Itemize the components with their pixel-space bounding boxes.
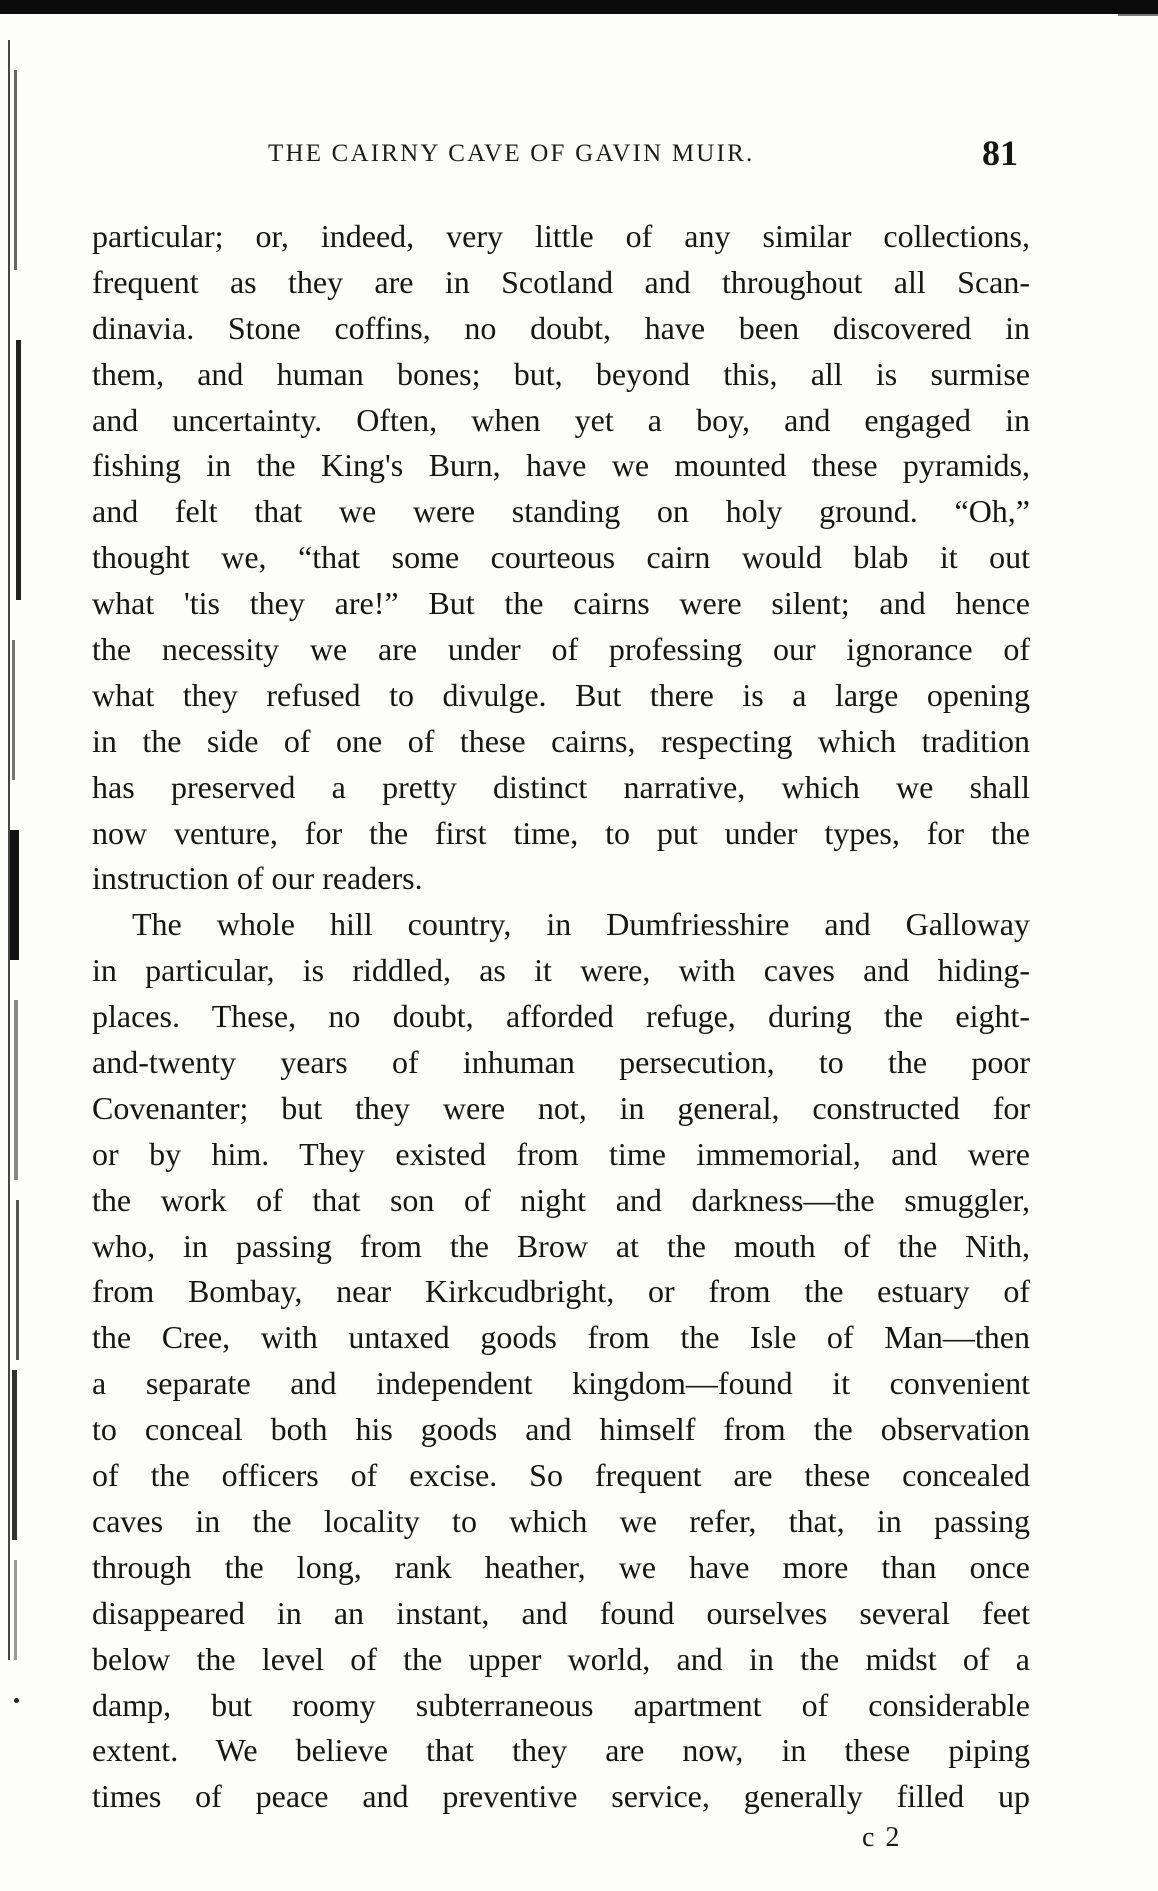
text-line: what 'tis they are!” But the cairns were silent; and hence — [92, 585, 1030, 622]
text-line: through the long, rank heather, we have more than once — [92, 1548, 1030, 1585]
text-line: times of peace and preventive service, generally filled up — [92, 1778, 1030, 1815]
text-line: who, in passing from the Brow at the mouth of the Nith, — [92, 1227, 1030, 1264]
scan-top-border — [0, 0, 1158, 14]
text-line: and felt that we were standing on holy ground. “Oh,” — [92, 493, 1030, 530]
text-line: them, and human bones; but, beyond this, all is surmise — [92, 355, 1030, 392]
text-line: has preserved a pretty distinct narrative, which we shall — [92, 768, 1030, 805]
text-line: in the side of one of these cairns, respecting which tradition — [92, 722, 1030, 759]
running-head: THE CAIRNY CAVE OF GAVIN MUIR. — [268, 140, 755, 167]
text-line: caves in the locality to which we refer, that, in passing — [92, 1502, 1030, 1539]
paragraph-start-line: The whole hill country, in Dumfriesshire and Galloway — [132, 906, 1030, 943]
text-line: the necessity we are under of professing our ignorance of — [92, 631, 1030, 668]
text-line: damp, but roomy subterraneous apartment of considerable — [92, 1686, 1030, 1723]
scan-edge-mark — [1118, 14, 1158, 26]
text-line: and uncertainty. Often, when yet a boy, and engaged in — [92, 401, 1030, 438]
ink-speck — [14, 1698, 19, 1703]
text-line: to conceal both his goods and himself from the observation — [92, 1411, 1030, 1448]
binding-gutter-shadow — [0, 40, 26, 1700]
text-line: places. These, no doubt, afforded refuge, during the eight- — [92, 998, 1030, 1035]
signature-mark: c 2 — [862, 1822, 902, 1853]
text-line: particular; or, indeed, very little of any similar collections, — [92, 218, 1030, 254]
text-line: in particular, is riddled, as it were, with caves and hiding- — [92, 952, 1030, 989]
page-number: 81 — [982, 133, 1018, 173]
text-line: dinavia. Stone coffins, no doubt, have been discovered in — [92, 309, 1030, 346]
text-line: extent. We believe that they are now, in these piping — [92, 1732, 1030, 1769]
text-line: and-twenty years of inhuman persecution, to the poor — [92, 1044, 1030, 1081]
text-line: from Bombay, near Kirkcudbright, or from the estuary of — [92, 1273, 1030, 1310]
text-line: thought we, “that some courteous cairn would blab it out — [92, 539, 1030, 576]
text-line: frequent as they are in Scotland and throughout all Scan- — [92, 263, 1030, 300]
text-line: or by him. They existed from time immemorial, and were — [92, 1135, 1030, 1172]
body-text — [92, 214, 1030, 1820]
text-line: what they refused to divulge. But there is a large opening — [92, 676, 1030, 713]
text-line: the work of that son of night and darkness—the smuggler, — [92, 1181, 1030, 1218]
text-line: a separate and independent kingdom—found it convenient — [92, 1365, 1030, 1402]
text-line: below the level of the upper world, and in the midst of a — [92, 1640, 1030, 1677]
paragraph-end-line: instruction of our readers. — [92, 860, 423, 897]
text-line: fishing in the King's Burn, have we mounted these pyramids, — [92, 447, 1030, 484]
text-line: Covenanter; but they were not, in general, constructed for — [92, 1089, 1030, 1126]
text-line: disappeared in an instant, and found ourselves several feet — [92, 1594, 1030, 1631]
text-line: of the officers of excise. So frequent are these concealed — [92, 1457, 1030, 1494]
text-line: now venture, for the first time, to put under types, for the — [92, 814, 1030, 851]
text-line: the Cree, with untaxed goods from the Isle of Man—then — [92, 1319, 1030, 1356]
